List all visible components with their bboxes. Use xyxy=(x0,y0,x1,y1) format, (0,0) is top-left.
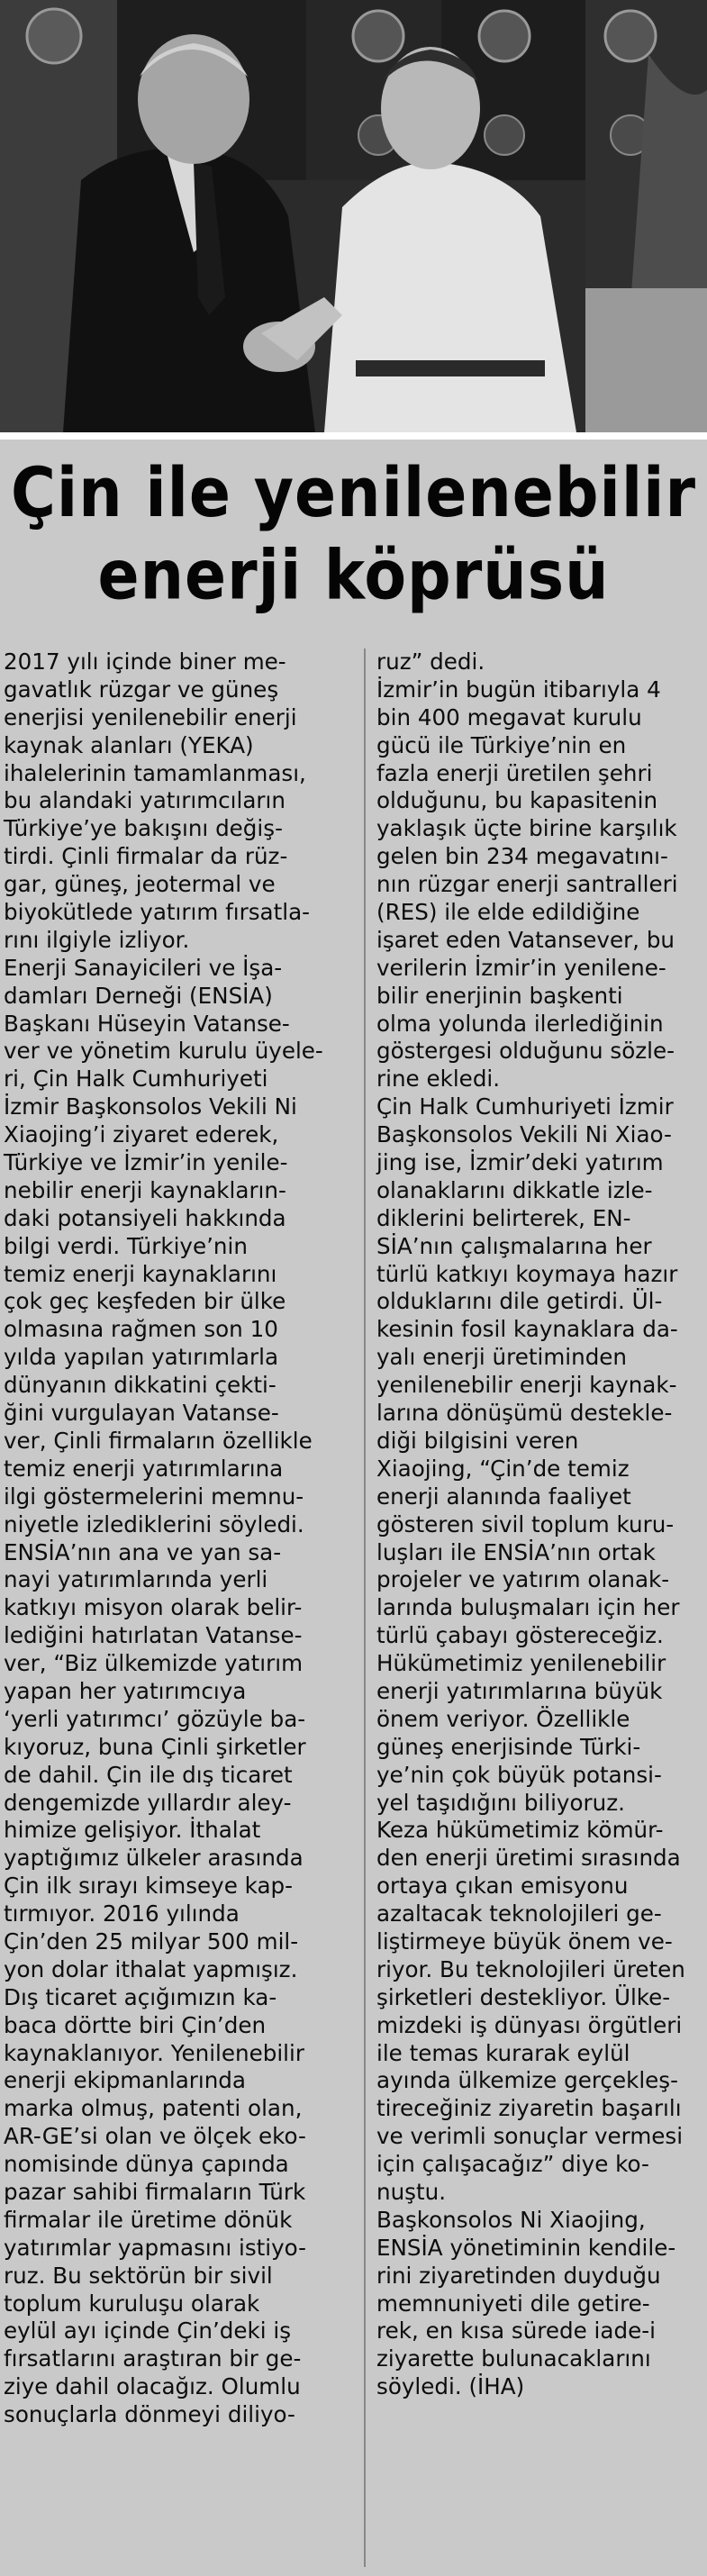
article-text-line: Başkanı Hüseyin Vatanse- xyxy=(4,1010,290,1037)
article-text-line: ‘yerli yatırımcı’ gözüyle ba- xyxy=(4,1705,306,1732)
article-text-line: nebilir enerji kaynakların- xyxy=(4,1176,286,1203)
article-text-line: toplum kuruluşu olarak xyxy=(4,2290,260,2317)
article-text-line: kıyoruz, buna Çinli şirketler xyxy=(4,1733,306,1760)
photo-illustration xyxy=(0,0,707,432)
article-text-line: bin 400 megavat kurulu xyxy=(376,703,642,730)
article-text-line: rını ilgiyle izliyor. xyxy=(4,926,190,953)
article-text-line: rini ziyaretinden duyduğu xyxy=(376,2262,661,2289)
article-text-line: Çin Halk Cumhuriyeti İzmir xyxy=(376,1093,674,1120)
headline-line-1: Çin ile yenilenebilir xyxy=(11,453,696,534)
article-text-line: liştirmeye büyük önem ve- xyxy=(376,1927,673,1955)
article-text-line: için çalışacağız” diye ko- xyxy=(376,2151,649,2178)
article-text-line: biyokütlede yatırım fırsatla- xyxy=(4,899,311,926)
article-text-line: diklerini belirterek, EN- xyxy=(376,1204,631,1231)
article-text-line: (RES) ile elde edildiğine xyxy=(376,899,640,926)
article-text-line: Keza hükümetimiz kömür- xyxy=(376,1817,664,1844)
article-text-line: firmalar ile üretime dönük xyxy=(4,2206,293,2233)
article-text-line: diği bilgisini veren xyxy=(376,1427,579,1454)
article-text-line: projeler ve yatırım olanak- xyxy=(376,1566,670,1593)
article-text-line: daki potansiyeli hakkında xyxy=(4,1204,286,1231)
article-text-line: İzmir’in bugün itibarıyla 4 xyxy=(376,676,661,703)
article-text-line: ruz. Bu sektörün bir sivil xyxy=(4,2262,273,2289)
article-text-line: Başkonsolos Vekili Ni Xiao- xyxy=(376,1121,672,1148)
article-text-line: türlü katkıyı koymaya hazır xyxy=(376,1260,678,1287)
article-column-left xyxy=(4,649,357,2429)
article-text-line: riyor. Bu teknolojileri üreten xyxy=(376,1955,685,1982)
article-text-line: ihalelerinin tamamlanması, xyxy=(4,759,306,786)
article-text-line: ziyarette bulunacaklarını xyxy=(376,2345,651,2372)
article-text-line: ilgi göstermelerini memnu- xyxy=(4,1483,304,1510)
article-text-line: olanaklarını dikkatle izle- xyxy=(376,1176,653,1203)
article-text-line: gösteren sivil toplum kuru- xyxy=(376,1510,675,1537)
article-text-line: tireceğiniz ziyaretin başarılı xyxy=(376,2095,682,2122)
article-text-line: fazla enerji üretilen şehri xyxy=(376,759,653,786)
article-text-line: luşları ile ENSİA’nın ortak xyxy=(376,1538,656,1565)
article-text-line: ye’nin çok büyük potansi- xyxy=(376,1761,662,1788)
article-text-line: Xiaojing, “Çin’de temiz xyxy=(376,1455,630,1482)
article-column-right xyxy=(376,649,706,2401)
article-text-line: Çin’den 25 milyar 500 mil- xyxy=(4,1927,299,1955)
article-photo xyxy=(0,0,707,432)
article-text-line: larına dönüşümü destekle- xyxy=(376,1400,673,1427)
article-text-line: fırsatlarını araştıran bir ge- xyxy=(4,2345,302,2372)
article-text-line: lediğini hatırlatan Vatanse- xyxy=(4,1622,303,1649)
article-text-line: sonuçlarla dönmeyi diliyo- xyxy=(4,2401,295,2428)
article-text-line: gar, güneş, jeotermal ve xyxy=(4,871,276,898)
article-text-line: marka olmuş, patenti olan, xyxy=(4,2095,303,2122)
article-text-line: olduğunu, bu kapasitenin xyxy=(376,787,658,814)
article-text-line: ver, Çinli firmaların özellikle xyxy=(4,1427,313,1454)
article-text-line: ğini vurgulayan Vatanse- xyxy=(4,1400,279,1427)
article-text-line: pazar sahibi firmaların Türk xyxy=(4,2178,306,2205)
article-text-line: mizdeki iş dünyası örgütleri xyxy=(376,2011,683,2038)
article-text-line: larında buluşmaları için her xyxy=(376,1594,680,1621)
article-text-line: dünyanın dikkatini çekti- xyxy=(4,1372,276,1399)
article-text-line: eylül ayı içinde Çin’deki iş xyxy=(4,2317,292,2345)
article-text-line: niyetle izlediklerini söyledi. xyxy=(4,1510,304,1537)
article-text-line: Enerji Sanayicileri ve İşa- xyxy=(4,954,283,981)
article-text-line: işaret eden Vatansever, bu xyxy=(376,926,675,953)
article-text-line: enerji yatırımlarına büyük xyxy=(376,1677,663,1704)
article-text-line: nın rüzgar enerji santralleri xyxy=(376,871,678,898)
article-text-line: İzmir Başkonsolos Vekili Ni xyxy=(4,1093,297,1120)
article-text-line: ruz” dedi. xyxy=(376,649,485,675)
article-text-line: bilgi verdi. Türkiye’nin xyxy=(4,1232,248,1259)
article-text-line: Başkonsolos Ni Xiaojing, xyxy=(376,2206,646,2233)
article-text-line: temiz enerji kaynaklarını xyxy=(4,1260,277,1287)
article-text-line: ENSİA’nın ana ve yan sa- xyxy=(4,1538,282,1565)
article-text-line: yaptığımız ülkeler arasında xyxy=(4,1845,304,1872)
article-text-line: yaklaşık üçte birine karşılık xyxy=(376,815,677,842)
article-text-line: şirketleri destekliyor. Ülke- xyxy=(376,1983,671,2010)
article-text-line: yapan her yatırımcıya xyxy=(4,1677,247,1704)
article-text-line: ri, Çin Halk Cumhuriyeti xyxy=(4,1066,268,1093)
article-text-line: nuştu. xyxy=(376,2178,447,2205)
article-text-line: olma yolunda ilerlediğinin xyxy=(376,1010,664,1037)
article-text-line: nomisinde dünya çapında xyxy=(4,2151,289,2178)
article-text-line: kesinin fosil kaynaklara da- xyxy=(376,1316,678,1343)
article-text-line: tirdi. Çinli firmalar da rüz- xyxy=(4,843,288,870)
article-text-line: bilir enerjinin başkenti xyxy=(376,982,623,1009)
article-text-line: kaynak alanları (YEKA) xyxy=(4,731,254,758)
article-text-line: Çin ilk sırayı kimseye kap- xyxy=(4,1873,294,1900)
article-text-line: ortaya çıkan emisyonu xyxy=(376,1873,629,1900)
article-text-line: göstergesi olduğunu sözle- xyxy=(376,1038,675,1065)
headline xyxy=(0,443,707,623)
column-divider xyxy=(364,649,366,2567)
article-text-line: yatırımlar yapmasını istiyo- xyxy=(4,2234,307,2261)
article-text-line: ve verimli sonuçlar vermesi xyxy=(376,2123,684,2150)
headline-line-2: enerji köprüsü xyxy=(97,536,610,616)
article-text-line: memnuniyeti dile getire- xyxy=(376,2290,650,2317)
article-text-line: jing ise, İzmir’deki yatırım xyxy=(376,1149,664,1176)
article-text-line: ayında ülkemize gerçekleş- xyxy=(376,2067,678,2094)
article-text-line: nayi yatırımlarında yerli xyxy=(4,1566,268,1593)
article-text-line: önem veriyor. Özellikle xyxy=(376,1705,630,1732)
article-text-line: ver ve yönetim kurulu üyele- xyxy=(4,1038,323,1065)
article-text-line: Türkiye ve İzmir’in yenile- xyxy=(4,1149,288,1176)
article-text-line: Dış ticaret açığımızın ka- xyxy=(4,1983,277,2010)
article-text-line: ENSİA yönetiminin kendile- xyxy=(376,2234,676,2261)
article-text-line: SİA’nın çalışmalarına her xyxy=(376,1232,652,1259)
article-text-line: ver, “Biz ülkemizde yatırım xyxy=(4,1650,304,1677)
article-text-line: damları Derneği (ENSİA) xyxy=(4,982,273,1009)
article-text-line: katkıyı misyon olarak belir- xyxy=(4,1594,303,1621)
article-text-line: çok geç keşfeden bir ülke xyxy=(4,1288,286,1315)
article-text-line: söyledi. (İHA) xyxy=(376,2373,525,2400)
article-text-line: olduklarını dile getirdi. Ül- xyxy=(376,1288,663,1315)
article-text-line: enerji ekipmanlarında xyxy=(4,2067,246,2094)
article-text-line: gücü ile Türkiye’nin en xyxy=(376,731,627,758)
article-text-line: rek, en kısa sürede iade-i xyxy=(376,2317,656,2345)
article-text-line: yenilenebilir enerji kaynak- xyxy=(376,1372,677,1399)
article-text-line: baca dörtte biri Çin’den xyxy=(4,2011,267,2038)
article-text-line: gavatlık rüzgar ve güneş xyxy=(4,676,279,703)
article-text-line: bu alandaki yatırımcıların xyxy=(4,787,286,814)
article-text-line: tırmıyor. 2016 yılında xyxy=(4,1900,240,1927)
article-text-line: verilerin İzmir’in yenilene- xyxy=(376,954,666,981)
article-text-line: den enerji üretimi sırasında xyxy=(376,1845,681,1872)
article-text-line: türlü çabayı göstereceğiz. xyxy=(376,1622,664,1649)
article-text-line: de dahil. Çin ile dış ticaret xyxy=(4,1761,293,1788)
article-text-line: temiz enerji yatırımlarına xyxy=(4,1455,284,1482)
article-text-line: rine ekledi. xyxy=(376,1066,501,1093)
article-text-line: ile temas kurarak eylül xyxy=(376,2039,630,2066)
article-text-line: himize gelişiyor. İthalat xyxy=(4,1817,261,1844)
article-text-line: enerjisi yenilenebilir enerji xyxy=(4,703,297,730)
article-text-line: yalı enerji üretiminden xyxy=(376,1344,628,1371)
article-text-line: azaltacak teknolojileri ge- xyxy=(376,1900,662,1927)
article-text-line: enerji alanında faaliyet xyxy=(376,1483,631,1510)
article-text-line: gelen bin 234 megavatını- xyxy=(376,843,668,870)
article-text-line: AR-GE’si olan ve ölçek eko- xyxy=(4,2123,306,2150)
article-text-line: ziye dahil olacağız. Olumlu xyxy=(4,2373,301,2400)
article-text-line: dengemizde yıllardır aley- xyxy=(4,1789,292,1816)
article-text-line: yon dolar ithalat yapmışız. xyxy=(4,1955,298,1982)
article-text-line: Xiaojing’i ziyaret ederek, xyxy=(4,1121,279,1148)
article-text-line: 2017 yılı içinde biner me- xyxy=(4,649,286,675)
article-text-line: Türkiye’ye bakışını değiş- xyxy=(4,815,283,842)
article-text-line: olmasına rağmen son 10 xyxy=(4,1316,278,1343)
article-text-line: yılda yapılan yatırımlarla xyxy=(4,1344,279,1371)
article-text-line: kaynaklanıyor. Yenilenebilir xyxy=(4,2039,304,2066)
article-text-line: yel taşıdığını biliyoruz. xyxy=(376,1789,625,1816)
article-text-line: güneş enerjisinde Türki- xyxy=(376,1733,641,1760)
article-text-line: Hükümetimiz yenilenebilir xyxy=(376,1650,666,1677)
